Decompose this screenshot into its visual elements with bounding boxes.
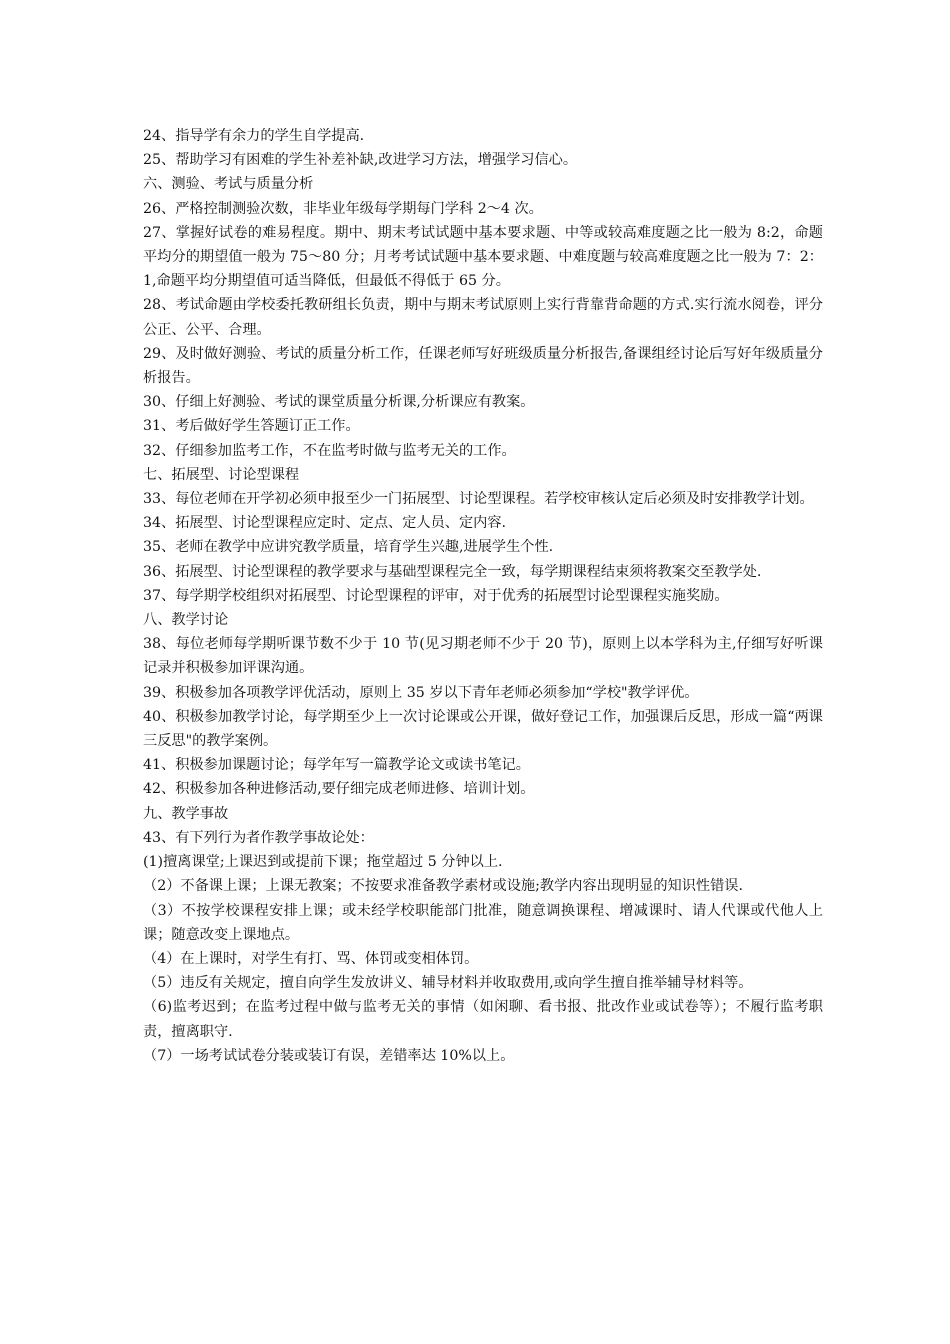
paragraph: 31、考后做好学生答题订正工作。: [143, 418, 360, 435]
section-heading: 六、测验、考试与质量分析: [143, 176, 314, 193]
paragraph: 40、积极参加教学讨论，每学期至少上一次讨论课或公开课，做好登记工作，加强课后反思，形成一篇“两课三反思"的教学案例。: [143, 708, 823, 750]
section-heading: 九、教学事故: [143, 805, 229, 822]
document-body: [143, 124, 823, 1068]
list-item: (1)擅离课堂;上课迟到或提前下课；拖堂超过 5 分钟以上.: [143, 854, 503, 871]
section-heading: 七、拓展型、讨论型课程: [143, 466, 300, 483]
paragraph: 33、每位老师在开学初必须申报至少一门拓展型、讨论型课程。若学校审核认定后必须及时安排教学计划。: [143, 491, 814, 508]
paragraph: 28、考试命题由学校委托教研组长负责，期中与期末考试原则上实行背靠背命题的方式.实行流水阅卷，评分公正、公平、合理。: [143, 297, 823, 338]
paragraph: 34、拓展型、讨论型课程应定时、定点、定人员、定内容.: [143, 515, 507, 532]
paragraph: 25、帮助学习有困难的学生补差补缺,改进学习方法，增强学习信心。: [143, 152, 578, 169]
paragraph: 37、每学期学校组织对拓展型、讨论型课程的评审，对于优秀的拓展型讨论型课程实施奖励。: [143, 587, 729, 604]
list-item: （2）不备课上课；上课无教案；不按要求准备教学素材或设施;教学内容出现明显的知识性错误.: [143, 878, 744, 895]
section-heading: 八、教学讨论: [143, 612, 229, 629]
paragraph: 41、积极参加课题讨论；每学年写一篇教学论文或读书笔记。: [143, 757, 530, 774]
paragraph: 32、仔细参加监考工作，不在监考时做与监考无关的工作。: [143, 442, 516, 459]
paragraph: 39、积极参加各项教学评优活动，原则上 35 岁以下青年老师必须参加“学校"教学评优。: [143, 684, 699, 701]
paragraph: 42、积极参加各种进修活动,要仔细完成老师进修、培训计划。: [143, 781, 535, 798]
list-item: （4）在上课时，对学生有打、骂、体罚或变相体罚。: [143, 950, 479, 967]
list-item: （7）一场考试试卷分装或装订有误，差错率达 10%以上。: [143, 1047, 515, 1064]
paragraph: 36、拓展型、讨论型课程的教学要求与基础型课程完全一致，每学期课程结束须将教案交至教学处.: [143, 563, 762, 580]
paragraph: 35、老师在教学中应讲究教学质量，培育学生兴趣,进展学生个性.: [143, 539, 554, 556]
paragraph: 38、每位老师每学期听课节数不少于 10 节(见习期老师不少于 20 节)，原则上以本学科为主,仔细写好听课记录并积极参加评课沟通。: [143, 636, 823, 677]
list-item: （6)监考迟到；在监考过程中做与监考无关的事情（如闲聊、看书报、批改作业或试卷等）；不履行监考职责，擅离职守.: [143, 999, 823, 1040]
paragraph: 30、仔细上好测验、考试的课堂质量分析课,分析课应有教案。: [143, 394, 535, 411]
paragraph: 43、有下列行为者作教学事故论处：: [143, 829, 374, 846]
paragraph: 27、掌握好试卷的难易程度。期中、期末考试试题中基本要求题、中等或较高难度题之比一般为 8:2，命题平均分的期望值一般为 75～80 分；月考考试试题中基本要求题、中难度题与较高难度题之比一般为 7：2：1,命题平均分期望值可适当降低，但最低不得低于 65 分。: [143, 224, 823, 290]
list-item: （5）违反有关规定，擅自向学生发放讲义、辅导材料并收取费用,或向学生擅自推举辅导材料等。: [143, 975, 753, 992]
paragraph: 24、指导学有余力的学生自学提高.: [143, 128, 365, 144]
paragraph: 29、及时做好测验、考试的质量分析工作，任课老师写好班级质量分析报告,备课组经讨论后写好年级质量分析报告。: [143, 345, 823, 387]
list-item: （3）不按学校课程安排上课；或未经学校职能部门批准，随意调换课程、增减课时、请人代课或代他人上课；随意改变上课地点。: [143, 902, 823, 943]
paragraph: 26、严格控制测验次数，非毕业年级每学期每门学科 2～4 次。: [143, 200, 543, 217]
